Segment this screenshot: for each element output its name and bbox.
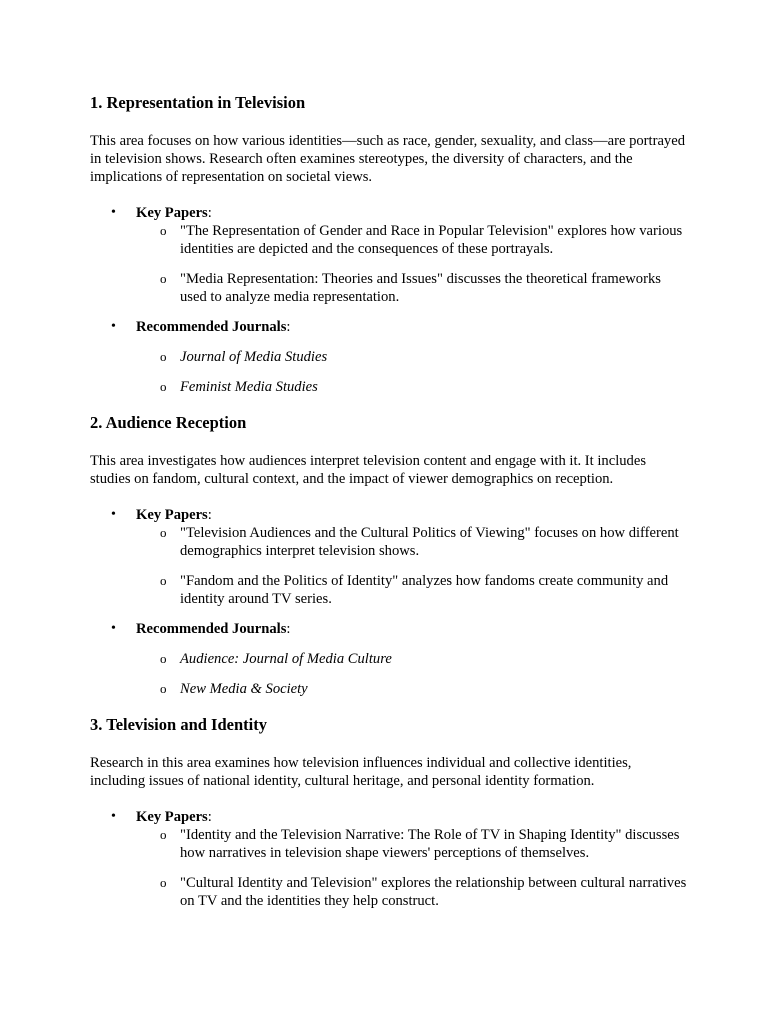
label-colon: : — [286, 319, 291, 335]
paper-text: "Fandom and the Politics of Identity" analyzes how fandoms create community and identity around TV series. — [180, 573, 669, 607]
list-item — [136, 222, 690, 258]
key-papers-list — [136, 524, 690, 608]
list-item — [136, 378, 690, 396]
list-item — [136, 524, 690, 560]
key-papers-item — [90, 506, 690, 608]
sub-bullet-icon: o — [160, 681, 167, 696]
section-representation — [90, 92, 690, 396]
key-papers-list — [136, 222, 690, 306]
paper-text: "Media Representation: Theories and Issues" discusses the theoretical frameworks used to analyze media representation. — [180, 271, 661, 305]
list-item — [136, 270, 690, 306]
label-colon: : — [286, 621, 291, 637]
label-colon: : — [207, 809, 212, 825]
journals-list — [136, 650, 690, 698]
paper-text: "The Representation of Gender and Race in Popular Television" explores how various identities are depicted and the consequences of these portrayals. — [180, 223, 683, 257]
paper-text: "Cultural Identity and Television" explores the relationship between cultural narratives on TV and the identities they help construct. — [180, 875, 687, 909]
bullet-icon: • — [111, 621, 116, 636]
list-item — [136, 680, 690, 698]
section-list — [90, 204, 690, 396]
list-item — [136, 572, 690, 608]
section-television-identity — [90, 714, 690, 910]
journal-title: Feminist Media Studies — [180, 379, 318, 395]
bullet-icon: • — [111, 205, 116, 220]
journals-label: Recommended Journals — [136, 621, 287, 637]
sub-bullet-icon: o — [160, 271, 167, 286]
section-list — [90, 808, 690, 910]
journal-title: Journal of Media Studies — [180, 349, 328, 365]
paper-text: "Identity and the Television Narrative: The Role of TV in Shaping Identity" discusses how narratives in television shape viewers' perceptions of themselves. — [180, 827, 680, 861]
paper-text: "Television Audiences and the Cultural Politics of Viewing" focuses on how different demographics interpret television shows. — [180, 525, 679, 559]
bullet-icon: • — [111, 319, 116, 334]
bullet-icon: • — [111, 809, 116, 824]
sub-bullet-icon: o — [160, 827, 167, 842]
section-audience-reception — [90, 412, 690, 698]
key-papers-label: Key Papers — [136, 809, 208, 825]
journals-list — [136, 348, 690, 396]
journals-item — [90, 620, 690, 698]
sub-bullet-icon: o — [160, 651, 167, 666]
section-heading: 3. Television and Identity — [90, 715, 267, 734]
key-papers-label: Key Papers — [136, 205, 208, 221]
journal-title: New Media & Society — [180, 681, 308, 697]
sub-bullet-icon: o — [160, 223, 167, 238]
journal-title: Audience: Journal of Media Culture — [180, 651, 392, 667]
section-description: This area focuses on how various identities—such as race, gender, sexuality, and class—are portrayed in television shows. Research often examines stereotypes, the diversity of characters, and the implications of representation on societal views. — [90, 133, 685, 185]
sub-bullet-icon: o — [160, 573, 167, 588]
bullet-icon: • — [111, 507, 116, 522]
journals-item — [90, 318, 690, 396]
sub-bullet-icon: o — [160, 525, 167, 540]
section-description: This area investigates how audiences interpret television content and engage with it. It includes studies on fandom, cultural context, and the impact of viewer demographics on reception. — [90, 453, 647, 487]
sub-bullet-icon: o — [160, 875, 167, 890]
list-item — [136, 874, 690, 910]
key-papers-list — [136, 826, 690, 910]
list-item — [136, 650, 690, 668]
label-colon: : — [207, 205, 212, 221]
section-heading: 1. Representation in Television — [90, 93, 306, 112]
list-item — [136, 348, 690, 366]
sub-bullet-icon: o — [160, 349, 167, 364]
journals-label: Recommended Journals — [136, 319, 287, 335]
section-list — [90, 506, 690, 698]
list-item — [136, 826, 690, 862]
label-colon: : — [207, 507, 212, 523]
key-papers-item — [90, 808, 690, 910]
section-description: Research in this area examines how television influences individual and collective identities, including issues of national identity, cultural heritage, and personal identity formation. — [90, 755, 632, 789]
key-papers-label: Key Papers — [136, 507, 208, 523]
key-papers-item — [90, 204, 690, 306]
document-page — [90, 92, 690, 926]
section-heading: 2. Audience Reception — [90, 413, 247, 432]
sub-bullet-icon: o — [160, 379, 167, 394]
